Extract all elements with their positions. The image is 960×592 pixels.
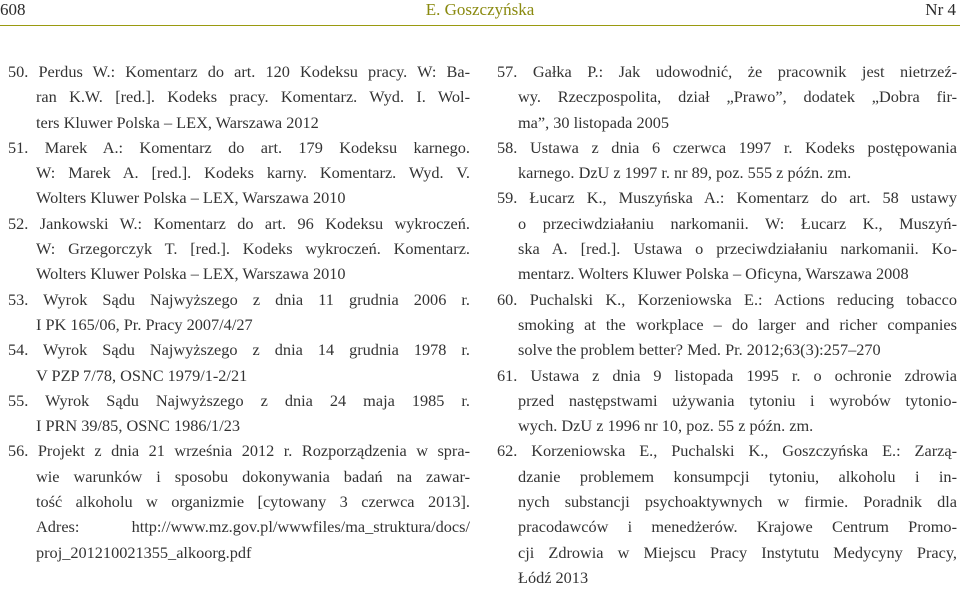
reference-line: 53. Wyrok Sądu Najwyższego z dnia 11 grudnia 2006 r.	[8, 289, 470, 309]
reference-line: proj_201210021355_alkoorg.pdf	[36, 542, 252, 562]
reference-line: nych substancji psychoaktywnych w firmie. Poradnik dla	[518, 492, 957, 512]
reference-line: W: Marek A. [red.]. Kodeks karny. Komentarz. Wyd. V.	[36, 163, 470, 183]
reference-line: 50. Perdus W.: Komentarz do art. 120 Kodeksu pracy. W: Ba-	[8, 62, 470, 81]
reference-line: 61. Ustawa z dnia 9 listopada 1995 r. o ochronie zdrowia	[497, 365, 957, 385]
reference-entry	[497, 438, 957, 590]
reference-line: V PZP 7/78, OSNC 1979/1-2/21	[36, 365, 248, 385]
reference-line: 60. Puchalski K., Korzeniowska E.: Actions reducing tobacco	[497, 289, 957, 309]
reference-line: Adres: http://www.mz.gov.pl/wwwfiles/ma_struktura/docs/	[36, 517, 470, 537]
reference-line: wie warunków i sposobu dokonywania badań na zawar-	[36, 466, 470, 486]
reference-line: 56. Projekt z dnia 21 września 2012 r. Rozporządzenia w spra-	[8, 441, 470, 461]
reference-line: 51. Marek A.: Komentarz do art. 179 Kodeksu karnego.	[8, 137, 470, 157]
reference-line: 55. Wyrok Sądu Najwyższego z dnia 24 maja 1985 r.	[8, 390, 470, 410]
reference-line: ska A. [red.]. Ustawa o przeciwdziałaniu narkomanii. Ko-	[518, 239, 957, 259]
reference-entry	[8, 287, 470, 338]
reference-line: ran K.W. [red.]. Kodeks pracy. Komentarz. Wyd. I. Wol-	[36, 87, 470, 107]
reference-line: przed następstwami używania tytoniu i wyrobów tytonio-	[518, 390, 957, 410]
reference-line: 54. Wyrok Sądu Najwyższego z dnia 14 grudnia 1978 r.	[8, 340, 470, 360]
reference-line: pracodawców i menedżerów. Krajowe Centrum Promo-	[518, 517, 957, 537]
reference-entry	[8, 59, 470, 135]
reference-entry	[497, 59, 957, 135]
references-right-column	[497, 59, 957, 590]
reference-entry	[8, 135, 470, 211]
page-header	[0, 0, 960, 30]
reference-line: I PRN 39/85, OSNC 1986/1/23	[36, 416, 240, 436]
reference-line: Łódź 2013	[518, 567, 589, 587]
reference-entry	[8, 211, 470, 287]
reference-line: I PK 165/06, Pr. Pracy 2007/4/27	[36, 314, 253, 334]
reference-entry	[497, 287, 957, 363]
reference-line: 62. Korzeniowska E., Puchalski K., Goszczyńska E.: Zarzą-	[497, 441, 957, 461]
reference-line: mentarz. Wolters Kluwer Polska – Oficyna, Warszawa 2008	[518, 264, 909, 284]
reference-line: 59. Łucarz K., Muszyńska A.: Komentarz do art. 58 ustawy	[497, 188, 957, 208]
reference-line: karnego. DzU z 1997 r. nr 89, poz. 555 z późn. zm.	[518, 163, 852, 183]
reference-line: ma”, 30 listopada 2005	[518, 112, 670, 132]
reference-entry	[8, 337, 470, 388]
reference-line: cji Zdrowia w Miejscu Pracy Instytutu Medycyny Pracy,	[518, 542, 957, 562]
reference-entry	[497, 363, 957, 439]
reference-line: Wolters Kluwer Polska – LEX, Warszawa 2010	[36, 188, 346, 208]
reference-entry	[8, 388, 470, 439]
reference-entry	[8, 438, 470, 564]
reference-line: wy. Rzeczpospolita, dział „Prawo”, dodatek „Dobra fir-	[518, 87, 957, 107]
reference-line: smoking at the workplace – do larger and richer companies	[518, 314, 957, 334]
reference-entry	[497, 135, 957, 186]
header-rule	[0, 25, 960, 26]
reference-line: tość alkoholu w organizmie [cytowany 3 czerwca 2013].	[36, 492, 470, 512]
reference-line: 57. Gałka P.: Jak udowodnić, że pracownik jest nietrzeź-	[497, 62, 957, 81]
reference-line: 58. Ustawa z dnia 6 czerwca 1997 r. Kodeks postępowania	[497, 137, 957, 157]
references-left-column	[8, 59, 470, 565]
issue-number: Nr 4	[925, 0, 956, 19]
reference-line: ters Kluwer Polska – LEX, Warszawa 2012	[36, 112, 319, 132]
reference-line: 52. Jankowski W.: Komentarz do art. 96 Kodeksu wykroczeń.	[8, 213, 470, 233]
page-number: 608	[0, 0, 26, 19]
reference-line: dzanie problemem konsumpcji tytoniu, alkoholu i in-	[518, 466, 957, 486]
running-author: E. Goszczyńska	[425, 0, 535, 19]
reference-line: Wolters Kluwer Polska – LEX, Warszawa 2010	[36, 264, 346, 284]
reference-entry	[497, 185, 957, 286]
reference-line: solve the problem better? Med. Pr. 2012;63(3):257–270	[518, 340, 881, 360]
reference-line: W: Grzegorczyk T. [red.]. Kodeks wykroczeń. Komentarz.	[36, 239, 470, 259]
reference-line: o przeciwdziałaniu narkomanii. W: Łucarz K., Muszyń-	[518, 213, 957, 233]
reference-line: wych. DzU z 1996 nr 10, poz. 55 z późn. zm.	[518, 416, 814, 436]
